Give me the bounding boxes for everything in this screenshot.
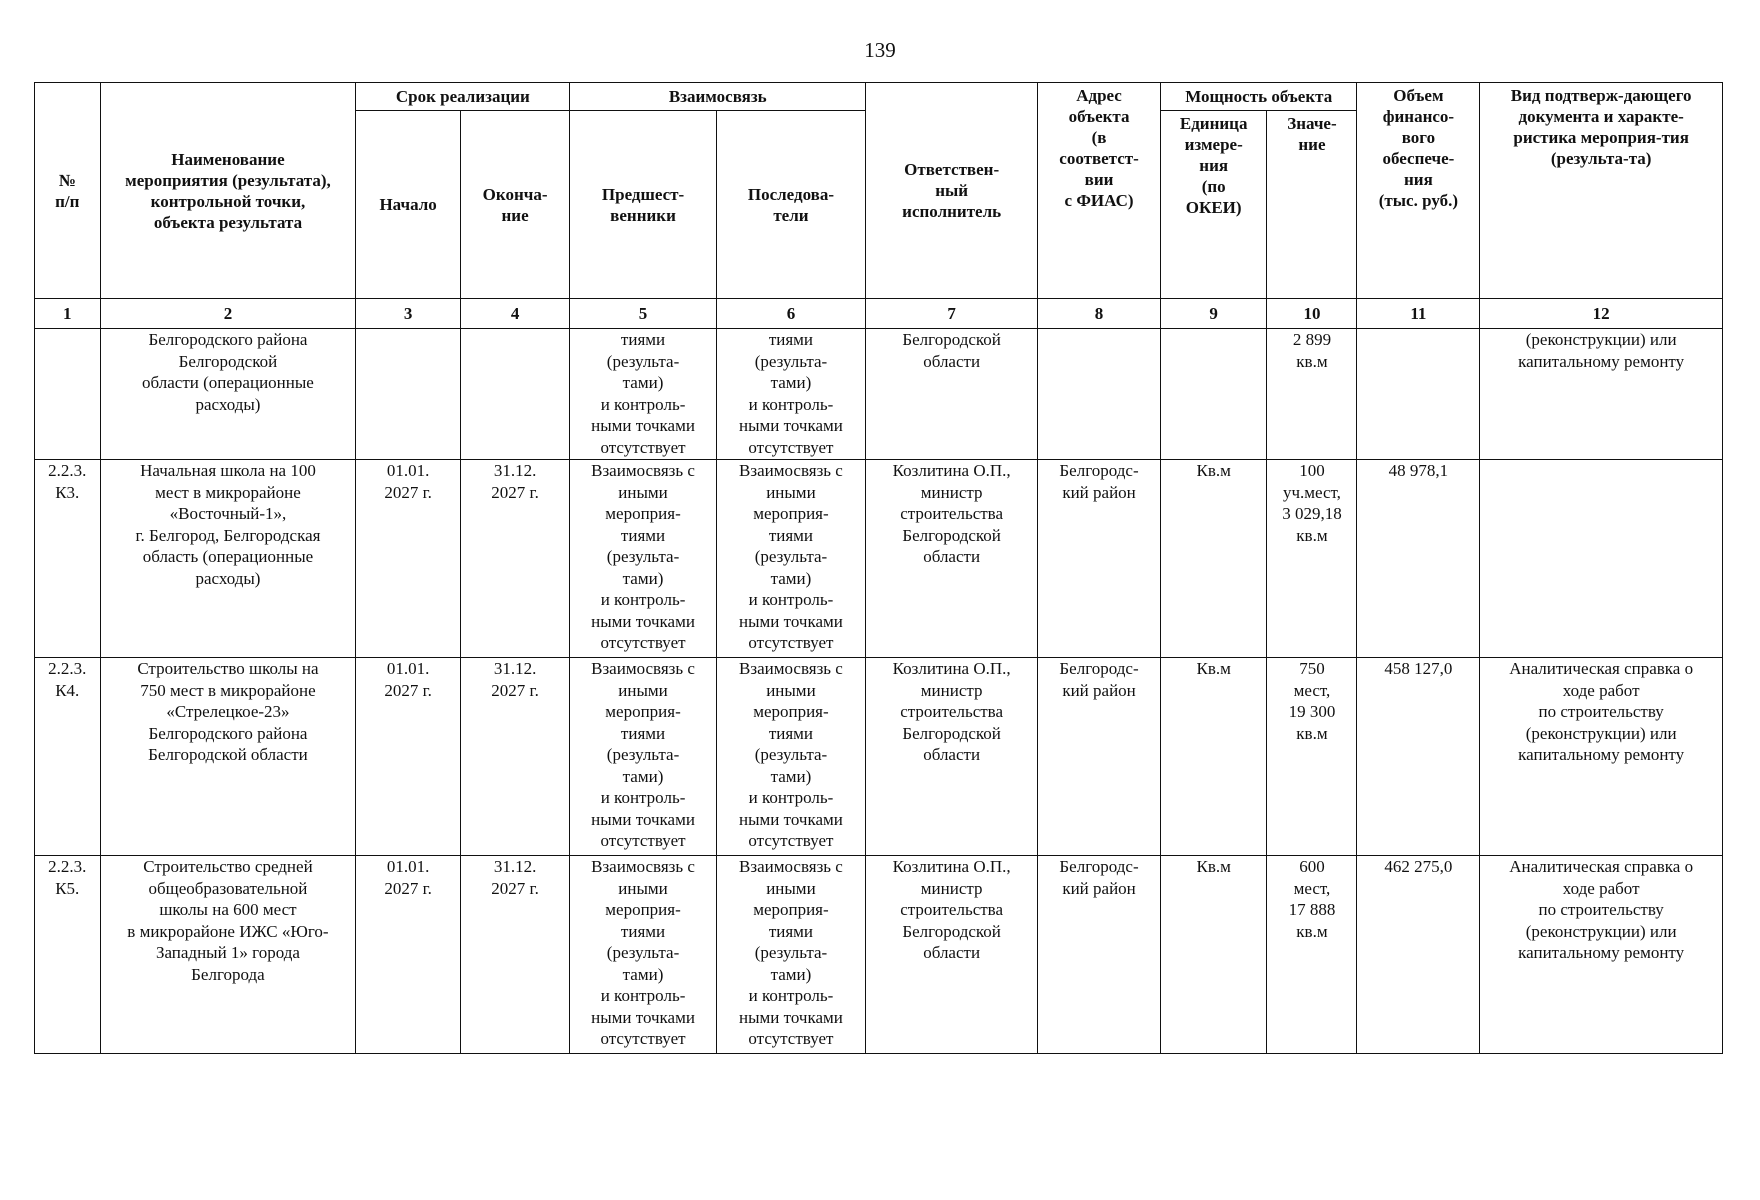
cell-value: 600 мест, 17 888 кв.м [1267,856,1357,1054]
cell-end: 31.12. 2027 г. [460,460,570,658]
column-number: 1 [35,299,101,329]
cell-unit: Кв.м [1160,460,1266,658]
cell-address: Белгородс- кий район [1038,856,1161,1054]
column-number: 3 [356,299,460,329]
column-numbers-row [35,299,1723,329]
cell-number: 2.2.3. К3. [35,460,101,658]
header-number: № п/п [35,83,101,299]
header-name: Наименование мероприятия (результата), контрольной точки, объекта результата [100,83,356,299]
cell-predecessors: Взаимосвязь с иными мероприя- тиями (результа- тами) и контроль- ными точками отсутствует [570,856,716,1054]
header-funding: Объем финансо- вого обеспече- ния (тыс. руб.) [1357,83,1480,299]
cell-predecessors: Взаимосвязь с иными мероприя- тиями (результа- тами) и контроль- ными точками отсутствует [570,460,716,658]
cell-document: Аналитическая справка о ходе работ по строительству (реконструкции) или капитальному ремонту [1480,856,1723,1054]
cell-successors: Взаимосвязь с иными мероприя- тиями (результа- тами) и контроль- ными точками отсутствует [716,460,865,658]
header-predecessors: Предшест- венники [570,111,716,299]
cell-responsible: Козлитина О.П., министр строительства Белгородской области [866,658,1038,856]
header-successors: Последова- тели [716,111,865,299]
cell-document [1480,460,1723,658]
table-row [35,856,1723,1054]
events-table [34,82,1723,1054]
page-number: 139 [864,38,896,62]
cell-value: 100 уч.мест, 3 029,18 кв.м [1267,460,1357,658]
cell-unit: Кв.м [1160,658,1266,856]
cell-predecessors: тиями (результа- тами) и контроль- ными точками отсутствует [570,329,716,460]
cell-responsible: Козлитина О.П., министр строительства Белгородской области [866,856,1038,1054]
cell-start: 01.01. 2027 г. [356,856,460,1054]
header-document: Вид подтверж-дающего документа и характе- ристика мероприя-тия (результа-та) [1480,83,1723,299]
cell-successors: Взаимосвязь с иными мероприя- тиями (результа- тами) и контроль- ными точками отсутствует [716,856,865,1054]
header-capacity-group: Мощность объекта [1160,83,1357,111]
cell-funding: 458 127,0 [1357,658,1480,856]
column-number: 10 [1267,299,1357,329]
column-number: 7 [866,299,1038,329]
table-row [35,658,1723,856]
header-responsible: Ответствен- ный исполнитель [866,83,1038,299]
cell-address: Белгородс- кий район [1038,658,1161,856]
cell-address: Белгородс- кий район [1038,460,1161,658]
cell-start: 01.01. 2027 г. [356,460,460,658]
cell-successors: Взаимосвязь с иными мероприя- тиями (результа- тами) и контроль- ными точками отсутствует [716,658,865,856]
cell-document: Аналитическая справка о ходе работ по строительству (реконструкции) или капитальному ремонту [1480,658,1723,856]
column-number: 11 [1357,299,1480,329]
cell-funding: 462 275,0 [1357,856,1480,1054]
header-end: Оконча- ние [460,111,570,299]
cell-address [1038,329,1161,460]
cell-name: Строительство средней общеобразовательной школы на 600 мест в микрорайоне ИЖС «Юго- Западный 1» города Белгорода [100,856,356,1054]
header-unit: Единица измере- ния (по ОКЕИ) [1160,111,1266,299]
cell-name: Начальная школа на 100 мест в микрорайоне «Восточный-1», г. Белгород, Белгородская область (операционные расходы) [100,460,356,658]
cell-funding [1357,329,1480,460]
header-period-group: Срок реализации [356,83,570,111]
cell-start [356,329,460,460]
column-number: 4 [460,299,570,329]
cell-unit: Кв.м [1160,856,1266,1054]
header-row-groups [35,83,1723,111]
cell-responsible: Белгородской области [866,329,1038,460]
cell-funding: 48 978,1 [1357,460,1480,658]
column-number: 9 [1160,299,1266,329]
table-row [35,460,1723,658]
table-row [35,329,1723,460]
header-value: Значе- ние [1267,111,1357,299]
cell-unit [1160,329,1266,460]
column-number: 6 [716,299,865,329]
column-number: 8 [1038,299,1161,329]
cell-end [460,329,570,460]
cell-name: Белгородского района Белгородской области (операционные расходы) [100,329,356,460]
header-address: Адрес объекта (в соответст- вии с ФИАС) [1038,83,1161,299]
cell-responsible: Козлитина О.П., министр строительства Белгородской области [866,460,1038,658]
cell-document: (реконструкции) или капитальному ремонту [1480,329,1723,460]
cell-value: 2 899 кв.м [1267,329,1357,460]
cell-number: 2.2.3. К4. [35,658,101,856]
cell-end: 31.12. 2027 г. [460,856,570,1054]
cell-name: Строительство школы на 750 мест в микрорайоне «Стрелецкое-23» Белгородского района Белгородской области [100,658,356,856]
cell-successors: тиями (результа- тами) и контроль- ными точками отсутствует [716,329,865,460]
column-number: 12 [1480,299,1723,329]
column-number: 2 [100,299,356,329]
cell-end: 31.12. 2027 г. [460,658,570,856]
cell-predecessors: Взаимосвязь с иными мероприя- тиями (результа- тами) и контроль- ными точками отсутствует [570,658,716,856]
cell-number: 2.2.3. К5. [35,856,101,1054]
header-start: Начало [356,111,460,299]
header-relation-group: Взаимосвязь [570,83,866,111]
cell-value: 750 мест, 19 300 кв.м [1267,658,1357,856]
cell-start: 01.01. 2027 г. [356,658,460,856]
column-number: 5 [570,299,716,329]
cell-number [35,329,101,460]
